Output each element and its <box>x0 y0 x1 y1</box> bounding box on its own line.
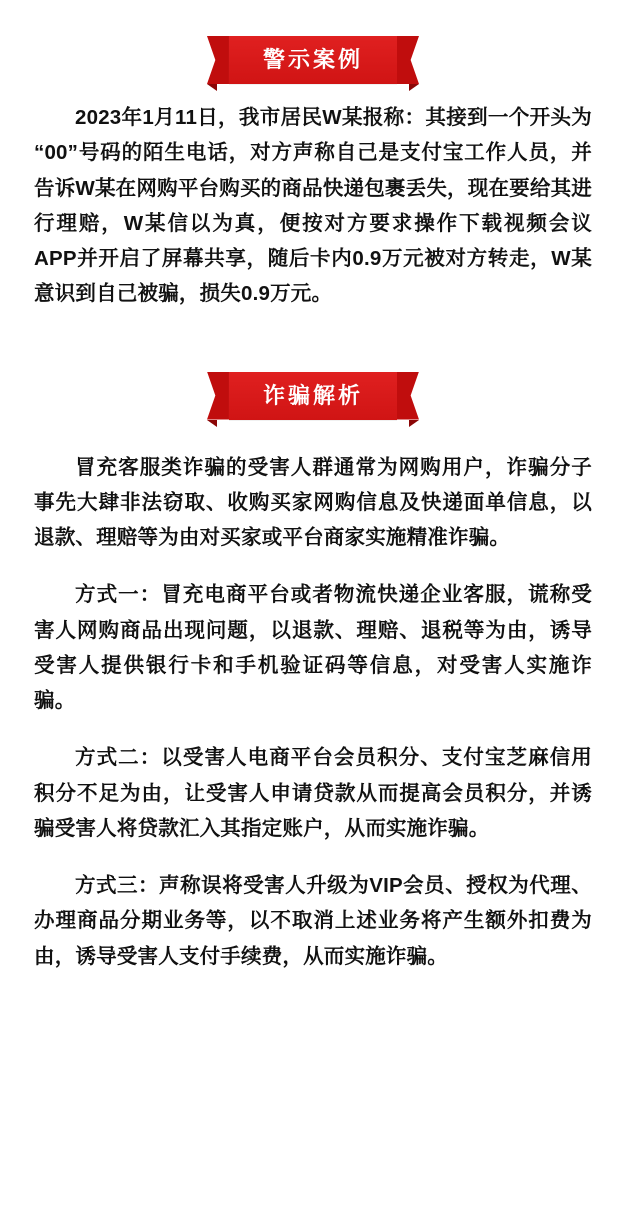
fraud-analysis-method-three: 方式三：声称误将受害人升级为VIP会员、授权为代理、办理商品分期业务等，以不取消上述业务将产生额外扣费为由，诱导受害人支付手续费，从而实施诈骗。 <box>34 874 592 968</box>
ribbon-tail-right-icon <box>409 84 419 91</box>
ribbon-tail-right-icon <box>409 420 419 427</box>
fraud-analysis-method-one: 方式一：冒充电商平台或者物流快递企业客服，谎称受害人网购商品出现问题，以退款、理赔、退税等为由，诱导受害人提供银行卡和手机验证码等信息，对受害人实施诈骗。 <box>34 583 592 712</box>
warning-case-paragraph-1: 2023年1月11日，我市居民W某报称：其接到一个开头为“00”号码的陌生电话，对方声称自己是支付宝工作人员，并告诉W某在网购平台购买的商品快递包裹丢失，现在要给其进行理赔，W某信以为真，便按对方要求操作下载视频会议APP并开启了屏幕共享，随后卡内0.9万元被对方转走，W某意识到自己被骗，损失0.9万元。 <box>34 106 592 306</box>
ribbon-tail-left-icon <box>207 84 217 91</box>
section-banner-warning-case <box>34 36 592 84</box>
section-banner-fraud-analysis <box>34 372 592 420</box>
banner-title-text: 警示案例 <box>262 47 363 72</box>
paragraph-spacer <box>34 436 592 450</box>
banner-ribbon <box>229 372 397 420</box>
fraud-analysis-paragraph-intro: 冒充客服类诈骗的受害人群通常为网购用户，诈骗分子事先大肆非法窃取、收购买家网购信息及快递面单信息，以退款、理赔等为由对买家或平台商家实施精准诈骗。 <box>34 455 592 549</box>
banner-title-text: 诈骗解析 <box>262 382 363 408</box>
section-spacer <box>34 334 592 360</box>
banner-ribbon <box>229 36 397 84</box>
ribbon-tail-left-icon <box>207 420 217 427</box>
fraud-analysis-method-two: 方式二：以受害人电商平台会员积分、支付宝芝麻信用积分不足为由，让受害人申请贷款从而提高会员积分，并诱骗受害人将贷款汇入其指定账户，从而实施诈骗。 <box>34 746 592 840</box>
